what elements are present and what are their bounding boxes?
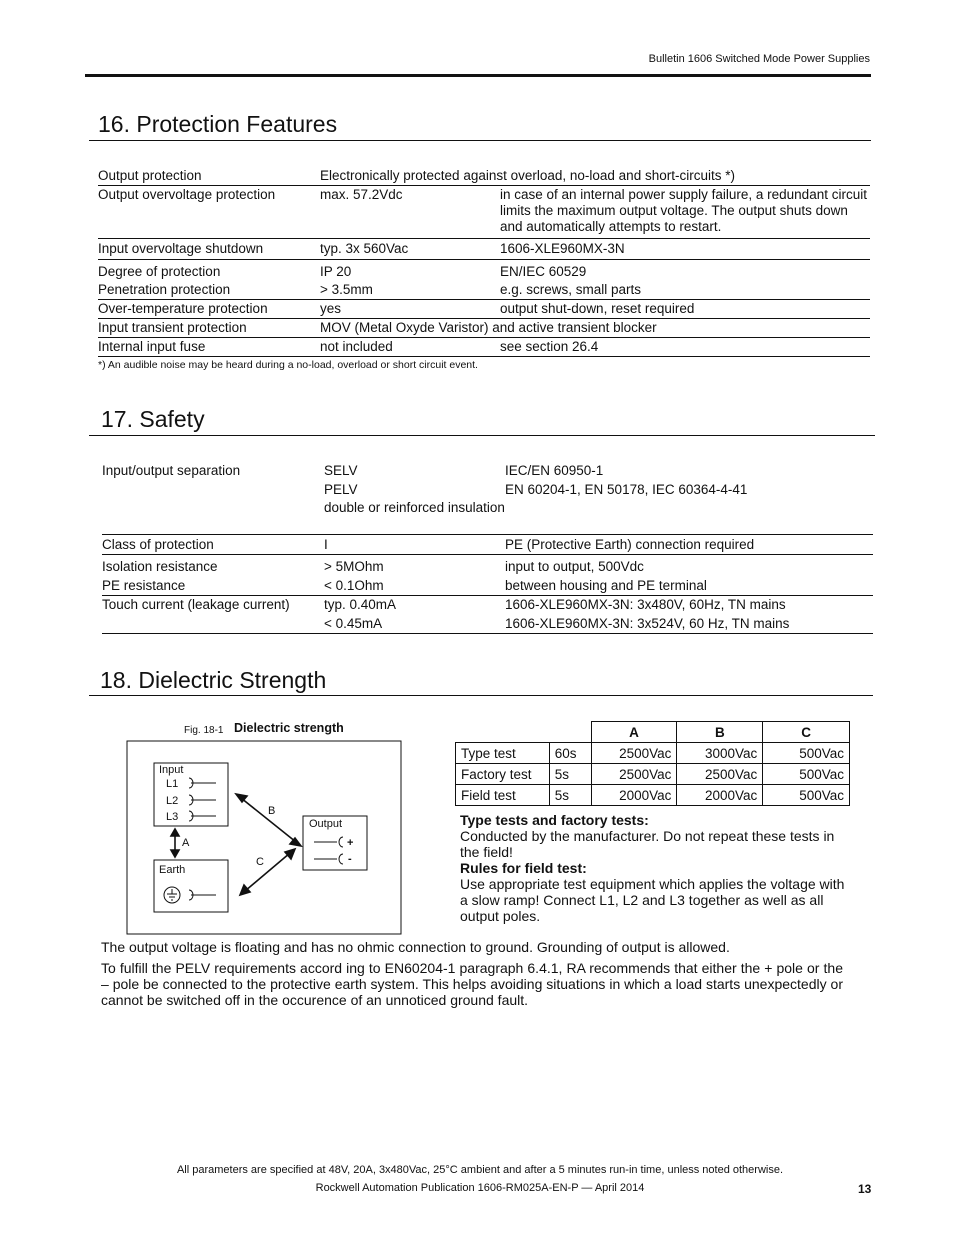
row-value: typ. 0.40mA bbox=[324, 597, 397, 612]
row-value: not included bbox=[320, 338, 500, 357]
field-test-title: Rules for field test: bbox=[460, 860, 587, 876]
row-label: Degree of protection bbox=[98, 264, 221, 279]
table-row bbox=[98, 239, 870, 260]
b-label: B bbox=[268, 805, 276, 817]
row-label: Output overvoltage protection bbox=[98, 186, 320, 239]
table-row bbox=[456, 785, 850, 806]
test-name: Type test bbox=[456, 743, 550, 764]
row-label bbox=[102, 480, 324, 499]
row-label: Input/output separation bbox=[102, 463, 241, 478]
row-value: MOV (Metal Oxyde Varistor) and active transient blocker bbox=[320, 319, 870, 338]
section-16-title: 16. Protection Features bbox=[98, 111, 338, 137]
table-row bbox=[102, 614, 873, 634]
input-label: Input bbox=[159, 764, 184, 776]
table-row bbox=[102, 596, 873, 615]
row-value: SELV bbox=[324, 463, 358, 478]
value-b: 2500Vac bbox=[677, 764, 763, 785]
pelv-paragraph: To fulfill the PELV requirements accord ing to EN60204-1 paragraph 6.4.1, RA recommends that either the + pole or the – pole be connected to the protective earth system. This helps avoiding situations in which a load starts unexpectedly or cannot be switched off in the occurence of an unnoticed ground fault. bbox=[101, 960, 843, 1008]
test-name: Factory test bbox=[456, 764, 550, 785]
value-c: 500Vac bbox=[763, 743, 850, 764]
table-row bbox=[98, 167, 870, 186]
row-value: IP 20 bbox=[320, 264, 352, 279]
table-row bbox=[102, 480, 873, 499]
section-18-rule bbox=[89, 695, 873, 696]
footer-note: All parameters are specified at 48V, 20A, 3x480Vac, 25°C ambient and after a 5 minutes run-in time, unless noted otherwise. bbox=[176, 1164, 784, 1176]
test-time: 60s bbox=[549, 743, 591, 764]
row-note: EN/IEC 60529 bbox=[500, 264, 587, 279]
a-label: A bbox=[182, 837, 190, 849]
test-time: 5s bbox=[549, 785, 591, 806]
row-note: 1606-XLE960MX-3N bbox=[500, 239, 870, 260]
safety-table bbox=[102, 462, 873, 634]
field-test-text: Use appropriate test equipment which applies the voltage with a slow ramp! Connect L1, L2 and L3 together as well as all output poles. bbox=[460, 876, 845, 924]
column-header-a: A bbox=[591, 722, 677, 743]
dielectric-strength-diagram bbox=[126, 740, 403, 936]
row-value: typ. 3x 560Vac bbox=[320, 239, 500, 260]
row-value: max. 57.2Vdc bbox=[320, 186, 500, 239]
figure-number: Fig. 18-1 bbox=[184, 725, 224, 736]
footer-publication: Rockwell Automation Publication 1606-RM025A-EN-P — April 2014 bbox=[315, 1182, 645, 1194]
figure-title: Dielectric strength bbox=[234, 721, 344, 735]
input-terminals-icon bbox=[189, 778, 216, 821]
table-row bbox=[102, 462, 873, 480]
earth-ground-icon bbox=[164, 887, 216, 903]
protection-table bbox=[98, 167, 870, 357]
value-a: 2500Vac bbox=[591, 743, 677, 764]
test-time: 5s bbox=[549, 764, 591, 785]
row-note: PE (Protective Earth) connection required bbox=[505, 535, 873, 555]
row-note: output shut-down, reset required bbox=[500, 300, 870, 319]
row-note: IEC/EN 60950-1 bbox=[505, 463, 604, 478]
row-note: between housing and PE terminal bbox=[505, 576, 873, 596]
header-rule bbox=[85, 74, 871, 77]
column-header-c: C bbox=[763, 722, 850, 743]
row-note: 1606-XLE960MX-3N: 3x524V, 60 Hz, TN mains bbox=[505, 614, 873, 634]
value-b: 3000Vac bbox=[677, 743, 763, 764]
row-label: Over-temperature protection bbox=[98, 300, 320, 319]
test-name: Field test bbox=[456, 785, 550, 806]
table-row bbox=[98, 260, 870, 282]
row-label: Input transient protection bbox=[98, 319, 320, 338]
value-a: 2000Vac bbox=[591, 785, 677, 806]
row-label: Isolation resistance bbox=[102, 559, 218, 574]
row-value: PELV bbox=[324, 482, 358, 497]
row-label bbox=[102, 614, 324, 634]
plus-label: + bbox=[347, 837, 354, 849]
type-tests-title: Type tests and factory tests: bbox=[460, 812, 649, 828]
test-rules bbox=[460, 812, 852, 924]
row-note: see section 26.4 bbox=[500, 338, 870, 357]
table-row bbox=[102, 576, 873, 596]
dielectric-table bbox=[455, 721, 850, 806]
l3-label: L3 bbox=[166, 811, 179, 823]
row-value: Electronically protected against overload, no-load and short-circuits *) bbox=[320, 167, 870, 186]
output-label: Output bbox=[309, 818, 343, 830]
table-row bbox=[98, 186, 870, 239]
type-tests-text: Conducted by the manufacturer. Do not repeat these tests in the field! bbox=[460, 828, 835, 860]
page-number: 13 bbox=[858, 1182, 872, 1196]
row-value: > 3.5mm bbox=[320, 281, 500, 300]
table-row bbox=[98, 319, 870, 338]
table-header-row bbox=[456, 722, 850, 743]
row-label: Output protection bbox=[98, 167, 320, 186]
row-value: I bbox=[324, 535, 505, 555]
row-value: < 0.1Ohm bbox=[324, 576, 505, 596]
arrow-b-icon bbox=[236, 794, 301, 846]
value-c: 500Vac bbox=[763, 785, 850, 806]
floating-output-paragraph: The output voltage is floating and has no ohmic connection to ground. Grounding of output is allowed. bbox=[101, 939, 730, 955]
value-a: 2500Vac bbox=[591, 764, 677, 785]
c-label: C bbox=[256, 856, 264, 868]
row-label: Penetration protection bbox=[98, 281, 320, 300]
row-note: in case of an internal power supply failure, a redundant circuit limits the maximum output voltage. The output shuts down and automatically attempts to restart. bbox=[500, 186, 870, 239]
row-label: Touch current (leakage current) bbox=[102, 597, 290, 612]
earth-label: Earth bbox=[159, 864, 186, 876]
bulletin-header: Bulletin 1606 Switched Mode Power Supplies bbox=[648, 53, 870, 65]
row-value: < 0.45mA bbox=[324, 614, 505, 634]
table-row bbox=[102, 499, 873, 535]
section-18-title: 18. Dielectric Strength bbox=[100, 667, 327, 693]
row-value: double or reinforced insulation bbox=[324, 499, 873, 535]
l1-label: L1 bbox=[166, 778, 179, 790]
footnote: *) An audible noise may be heard during a no-load, overload or short circuit event. bbox=[98, 359, 478, 371]
table-row bbox=[98, 338, 870, 357]
row-label bbox=[102, 499, 324, 535]
row-label: Class of protection bbox=[102, 535, 324, 555]
row-note: EN 60204-1, EN 50178, IEC 60364-4-41 bbox=[505, 482, 748, 497]
table-row bbox=[102, 535, 873, 555]
row-label: PE resistance bbox=[102, 576, 324, 596]
table-row bbox=[98, 300, 870, 319]
row-note: e.g. screws, small parts bbox=[500, 281, 870, 300]
row-note: input to output, 500Vdc bbox=[505, 559, 644, 574]
row-label: Internal input fuse bbox=[98, 338, 320, 357]
section-16-rule bbox=[89, 140, 871, 141]
arrow-a-icon bbox=[171, 829, 179, 857]
row-label: Input overvoltage shutdown bbox=[98, 239, 320, 260]
row-value: > 5MOhm bbox=[324, 559, 384, 574]
table-row bbox=[456, 743, 850, 764]
table-row bbox=[456, 764, 850, 785]
column-header-b: B bbox=[677, 722, 763, 743]
minus-label: - bbox=[348, 853, 352, 865]
section-17-title: 17. Safety bbox=[101, 406, 205, 432]
row-note: 1606-XLE960MX-3N: 3x480V, 60Hz, TN mains bbox=[505, 597, 786, 612]
value-b: 2000Vac bbox=[677, 785, 763, 806]
table-row bbox=[102, 555, 873, 577]
l2-label: L2 bbox=[166, 795, 179, 807]
arrow-c-icon bbox=[240, 849, 295, 895]
table-row bbox=[98, 281, 870, 300]
output-terminals-icon bbox=[314, 837, 343, 864]
section-17-rule bbox=[89, 435, 875, 436]
value-c: 500Vac bbox=[763, 764, 850, 785]
row-value: yes bbox=[320, 300, 500, 319]
